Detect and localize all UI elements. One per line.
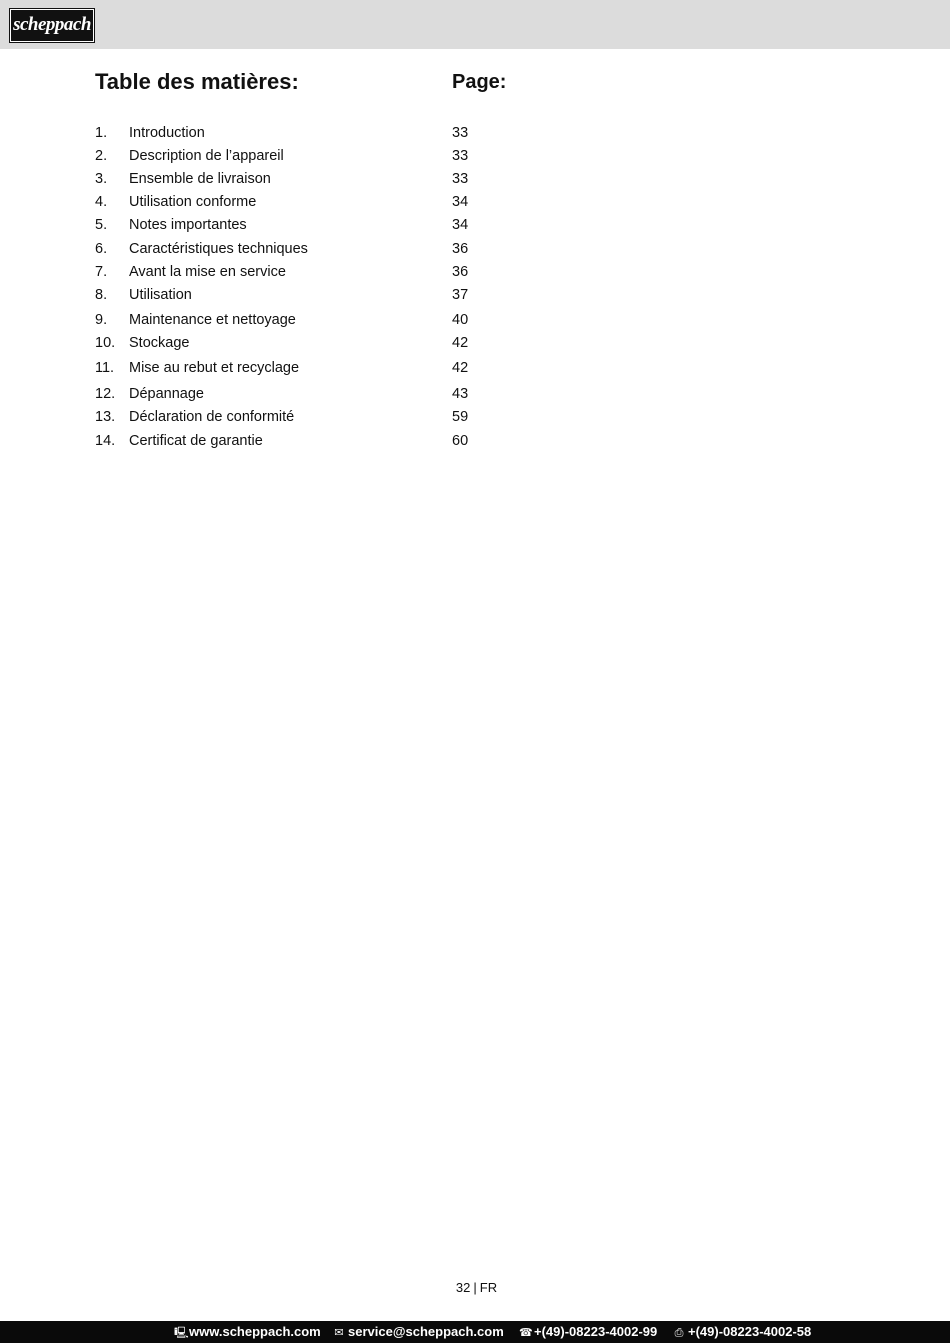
toc-entry-label: Ensemble de livraison <box>129 171 271 187</box>
toc-entry-page: 42 <box>452 360 469 376</box>
toc-entry-label: Introduction <box>129 125 205 141</box>
header-bar <box>0 0 950 49</box>
website-link[interactable]: www.scheppach.com <box>189 1324 321 1339</box>
page-number-value: 32 <box>455 1280 471 1295</box>
footer-phone[interactable] <box>519 1321 657 1344</box>
toc-entry[interactable] <box>0 239 600 259</box>
toc-entry[interactable] <box>0 285 600 305</box>
toc-entry-number: 13. <box>95 409 116 425</box>
toc-entry-label: Mise au rebut et recyclage <box>129 360 300 376</box>
toc-entry[interactable] <box>0 333 600 353</box>
toc-entry-number: 8. <box>95 287 108 303</box>
toc-entry-label: Maintenance et nettoyage <box>129 312 296 328</box>
toc-entry-number: 2. <box>95 148 108 164</box>
toc-entry-page: 40 <box>452 312 469 328</box>
toc-entry-number: 7. <box>95 264 108 280</box>
toc-entry[interactable] <box>0 407 600 427</box>
toc-entry[interactable] <box>0 384 600 404</box>
toc-entry-page: 34 <box>452 217 469 233</box>
toc-entry[interactable] <box>0 192 600 212</box>
toc-entry-label: Caractéristiques techniques <box>129 241 308 257</box>
toc-entry-label: Utilisation conforme <box>129 194 257 210</box>
toc-entry-number: 11. <box>95 360 115 376</box>
toc-entry-page: 34 <box>452 194 469 210</box>
toc-entry[interactable] <box>0 146 600 166</box>
page-number <box>0 1279 950 1297</box>
mail-icon: ✉ <box>334 1327 344 1339</box>
page-language: FR <box>479 1280 498 1295</box>
toc-entry[interactable] <box>0 431 600 451</box>
toc-entry-label: Description de l’appareil <box>129 148 284 164</box>
toc-entry-number: 3. <box>95 171 108 187</box>
toc-entry-page: 36 <box>452 264 469 280</box>
toc-entry-page: 59 <box>452 409 469 425</box>
toc-entry-page: 36 <box>452 241 469 257</box>
toc-entry-number: 6. <box>95 241 108 257</box>
toc-entry[interactable] <box>0 215 600 235</box>
toc-entry-label: Déclaration de conformité <box>129 409 295 425</box>
toc-entry-label: Certificat de garantie <box>129 433 263 449</box>
footer-website[interactable] <box>174 1321 321 1344</box>
toc-entry-number: 9. <box>95 312 108 328</box>
toc-title: Table des matières: <box>95 69 299 94</box>
toc-entry-number: 14. <box>95 433 116 449</box>
logo-underline <box>14 40 76 41</box>
toc-entry-number: 1. <box>95 125 108 141</box>
toc-entry-page: 33 <box>452 148 469 164</box>
toc-entry-label: Stockage <box>129 335 190 351</box>
toc-entry-number: 5. <box>95 217 108 233</box>
computer-icon: 🖳 <box>174 1327 189 1339</box>
contact-footer <box>0 1321 950 1343</box>
phone-icon: ☎ <box>519 1327 533 1339</box>
toc-entry-number: 10. <box>95 335 116 351</box>
toc-entry-page: 43 <box>452 386 469 402</box>
toc-entry-page: 60 <box>452 433 469 449</box>
toc-entry[interactable] <box>0 262 600 282</box>
toc-entry-label: Notes importantes <box>129 217 247 233</box>
toc-entry-page: 33 <box>452 171 469 187</box>
toc-entry-page: 42 <box>452 335 469 351</box>
email-link[interactable]: service@scheppach.com <box>348 1324 504 1339</box>
fax-icon: ⎙ <box>674 1327 684 1339</box>
toc-entry[interactable] <box>0 123 600 143</box>
toc-entry-page: 33 <box>452 125 469 141</box>
toc-entry-number: 12. <box>95 386 116 402</box>
toc-entry-label: Utilisation <box>129 287 192 303</box>
fax-number: +(49)-08223-4002-58 <box>688 1324 812 1339</box>
footer-fax <box>673 1321 811 1344</box>
toc-entry-number: 4. <box>95 194 108 210</box>
page-number-separator: | <box>473 1280 477 1295</box>
toc-entry-label: Avant la mise en service <box>129 264 286 280</box>
toc-entry[interactable] <box>0 169 600 189</box>
toc-entry-page: 37 <box>452 287 469 303</box>
footer-email[interactable] <box>333 1321 504 1344</box>
toc-entry-label: Dépannage <box>129 386 204 402</box>
logo-text: scheppach <box>13 14 91 35</box>
toc-page-heading: Page: <box>452 71 507 93</box>
phone-number[interactable]: +(49)-08223-4002-99 <box>534 1324 658 1339</box>
toc-entry[interactable] <box>0 310 600 330</box>
toc-entry[interactable] <box>0 358 600 378</box>
scheppach-logo <box>10 9 94 42</box>
